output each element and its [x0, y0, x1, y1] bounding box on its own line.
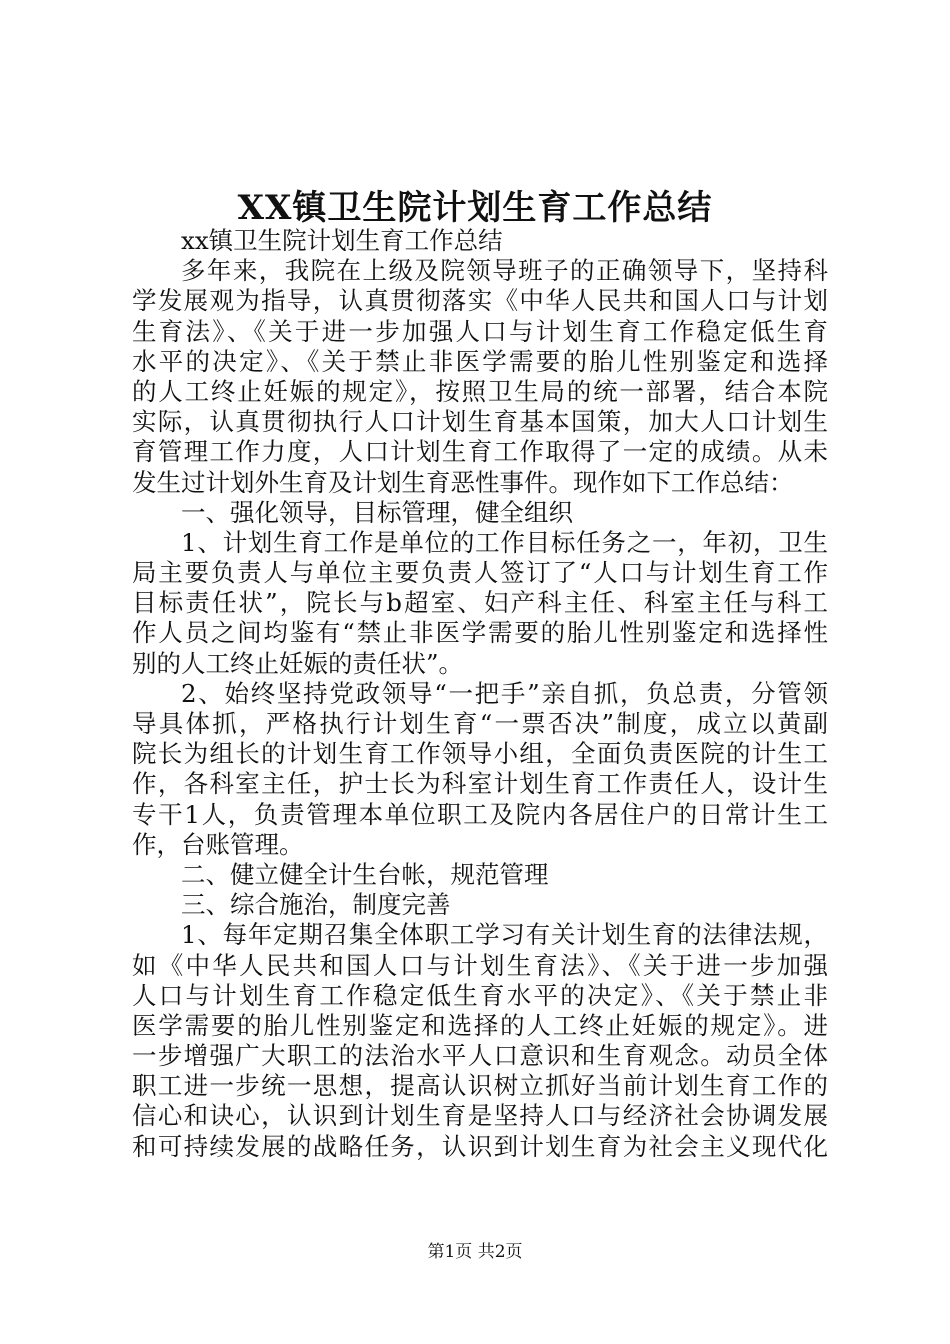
body-line: 导具体抓，严格执行计划生育“一票否决”制度，成立以黄副 [132, 709, 828, 738]
body-line: 作人员之间均鉴有“禁止非医学需要的胎儿性别鉴定和选择性 [132, 618, 828, 648]
body-line: 学发展观为指导，认真贯彻落实《中华人民共和国人口与计划 [132, 286, 828, 316]
body-line: 多年来，我院在上级及院领导班子的正确领导下，坚持科 [181, 256, 828, 286]
body-line: 目标责任状”，院长与b超室、妇产科主任、科室主任与科工 [132, 588, 828, 618]
body-line: 作，台账管理。 [132, 829, 304, 859]
body-line: xx镇卫生院计划生育工作总结 [181, 226, 503, 255]
body-line: 一、强化领导，目标管理，健全组织 [181, 497, 573, 527]
body-line: 育管理工作力度，人口计划生育工作取得了一定的成绩。从未 [132, 437, 828, 467]
body-line: 职工进一步统一思想，提高认识树立抓好当前计划生育工作的 [132, 1071, 828, 1101]
document-title: XX镇卫生院计划生育工作总结 [237, 188, 713, 228]
body-line: 和可持续发展的战略任务，认识到计划生育为社会主义现代化 [132, 1131, 828, 1161]
document-body [132, 226, 828, 1162]
body-line: 人口与计划生育工作稳定低生育水平的决定》、《关于禁止非 [132, 980, 828, 1010]
body-line: 2、始终坚持党政领导“一把手”亲自抓，负总责，分管领 [181, 678, 828, 708]
body-line: 专干1人，负责管理本单位职工及院内各居住户的日常计生工 [132, 799, 828, 829]
body-line: 作，各科室主任，护士长为科室计划生育工作责任人，设计生 [132, 769, 828, 799]
page-footer: 第1页 共2页 [427, 1242, 523, 1262]
body-line: 水平的决定》、《关于禁止非医学需要的胎儿性别鉴定和选择 [132, 346, 828, 376]
body-line: 院长为组长的计划生育工作领导小组，全面负责医院的计生工 [132, 739, 828, 769]
body-line: 发生过计划外生育及计划生育恶性事件。现作如下工作总结： [132, 467, 794, 497]
body-line: 1、每年定期召集全体职工学习有关计划生育的法律法规， [181, 920, 828, 950]
body-line: 的人工终止妊娠的规定》，按照卫生局的统一部署，结合本院 [132, 376, 828, 406]
body-line: 如《中华人民共和国人口与计划生育法》、《关于进一步加强 [132, 950, 828, 980]
body-line: 二、健立健全计生台帐，规范管理 [181, 859, 549, 889]
body-line: 实际，认真贯彻执行人口计划生育基本国策，加大人口计划生 [132, 407, 828, 437]
body-line: 三、综合施治，制度完善 [181, 890, 451, 920]
body-line: 生育法》、《关于进一步加强人口与计划生育工作稳定低生育 [132, 316, 828, 346]
body-line: 一步增强广大职工的法治水平人口意识和生育观念。动员全体 [132, 1041, 828, 1071]
body-line: 局主要负责人与单位主要负责人签订了“人口与计划生育工作 [132, 558, 828, 588]
body-line: 信心和诀心，认识到计划生育是坚持人口与经济社会协调发展 [132, 1101, 828, 1131]
body-line: 1、计划生育工作是单位的工作目标任务之一，年初，卫生 [181, 527, 828, 557]
body-line: 别的人工终止妊娠的责任状”。 [132, 648, 464, 678]
body-line: 医学需要的胎儿性别鉴定和选择的人工终止妊娠的规定》。进 [132, 1010, 828, 1040]
